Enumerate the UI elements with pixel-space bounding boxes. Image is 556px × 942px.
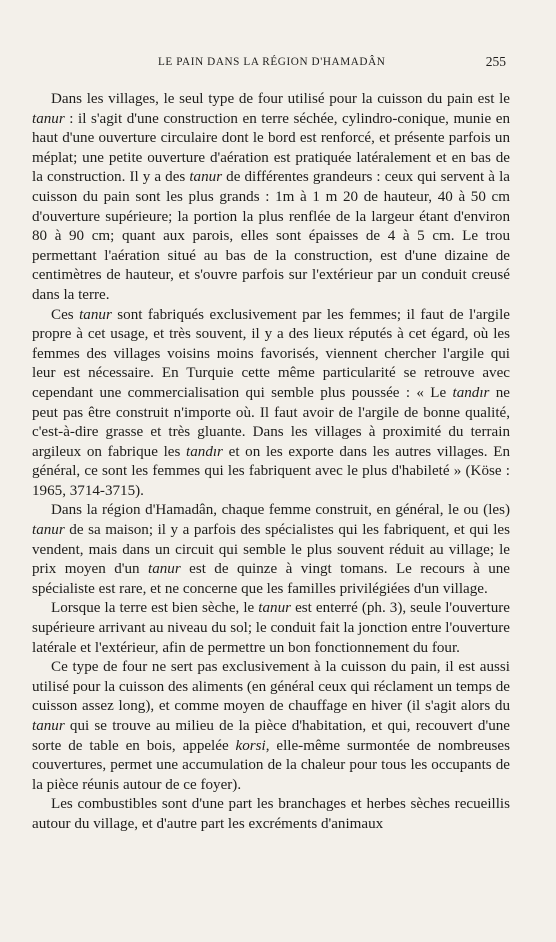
running-head: LE PAIN DANS LA RÉGION D'HAMADÂN: [158, 56, 386, 68]
paragraph: [32, 658, 510, 795]
paragraph: [32, 306, 510, 502]
paragraph: [32, 501, 510, 599]
text-run: est enterré (ph. 3), seule l'ouverture supérieure arrivant au niveau du sol; le conduit fait la jonction entre l'ouverture latérale et l'extérieur, afin de permettre un bon fonctionnement du four.: [32, 600, 511, 656]
italic-term: tanur: [32, 110, 65, 127]
body-text: [32, 90, 510, 835]
paragraph: [32, 599, 510, 658]
text-run: , elle-même surmontée de nombreuses couvertures, permet une accumulation de la chaleur pour tous les occupants de la pièce réunis autour de ce foyer).: [32, 737, 510, 793]
text-run: ne peut pas être construit n'importe où. Il faut avoir de l'argile de bonne qualité, c'est-à-dire grasse et très gluante. Dans les villages à proximité du terrain argileux on fabrique les: [32, 384, 510, 460]
italic-term: tandır: [186, 443, 223, 460]
italic-term: tanur: [32, 718, 65, 734]
page-number: 255: [485, 54, 506, 69]
italic-term: tanur: [189, 169, 223, 186]
text-run: et on les exporte dans les autres villages. En général, ce sont les femmes qui les fabriquent avec le plus d'habileté » (Köse : 1965, 3714-3715).: [32, 443, 510, 499]
text-run: Lorsque la terre est bien sèche, le: [51, 600, 259, 617]
text-run: qui se trouve au milieu de la pièce d'habitation, et qui, recouvert d'une sorte de table en bois, appelée: [32, 718, 510, 754]
text-run: Ces: [51, 306, 80, 323]
text-run: sont fabriqués exclusivement par les femmes; il faut de l'argile propre à cet usage, et très souvent, il y a des lieux réputés à cet égard, où les femmes des villages voisins moins favorisés, viennent chercher l'argile qui leur est nécessaire. En Turquie cette même particularité se retrouve avec cependant une commercialisation qui semble plus poussée : « Le: [32, 306, 510, 401]
text-run: Dans les villages, le seul type de four utilisé pour la cuisson du pain est le: [51, 91, 510, 107]
text-run: : il s'agit d'une construction en terre séchée, cylindro-conique, munie en haut d'une ouverture circulaire dont le bord est renforcé, et présente parfois un méplat; une petite ouverture d'aération est pratiquée latéralement et en bas de la construction. Il y a des: [32, 110, 510, 186]
paragraph: [32, 795, 510, 834]
italic-term: tanur: [148, 561, 181, 578]
text-run: de différentes grandeurs : ceux qui servent à la cuisson du pain sont les plus grands : 1m à 1 m 20 de hauteur, 40 à 50 cm d'ouverture supérieure; la portion la plus renflée de la largeur étant d'environ 80 à 90 cm; quant aux parois, elles sont épaisses de 4 à 5 cm. Le trou permettant l'aération situé au bas de la construction, est d'une dizaine de centimètres de hauteur, et s'ouvre parfois sur l'extérieur par un conduit creusé dans la terre.: [32, 169, 510, 303]
italic-term: tanur: [258, 600, 292, 617]
text-run: de sa maison; il y a parfois des spécialistes qui les fabriquent, et qui les vendent, mais dans un circuit qui semble le plus souvent réduit au village; le prix moyen d'un: [32, 522, 510, 578]
italic-term: korsi: [235, 737, 266, 754]
text-run: Dans la région d'Hamadân, chaque femme construit, en général, le ou (les): [51, 502, 510, 519]
italic-term: tanur: [32, 522, 65, 539]
text-run: Ce type de four ne sert pas exclusivement à la cuisson du pain, il est aussi utilisé pour la cuisson des aliments (en général ceux qui réclament un temps de cuisson assez long), et comme moyen de chauffage en hiver (il s'agit alors du: [32, 659, 510, 715]
paragraph: [32, 90, 510, 306]
page-header: [0, 50, 556, 74]
text-run: Les combustibles sont d'une part les branchages et herbes sèches recueillis autour du village, et d'autre part les excréments d'animaux: [32, 796, 510, 832]
italic-term: tanur: [79, 306, 112, 323]
text-run: est de quinze à vingt tomans. Le recours à une spécialiste est rare, et ne concerne que les familles privilégiées d'un village.: [32, 561, 511, 597]
italic-term: tandır: [452, 384, 490, 401]
